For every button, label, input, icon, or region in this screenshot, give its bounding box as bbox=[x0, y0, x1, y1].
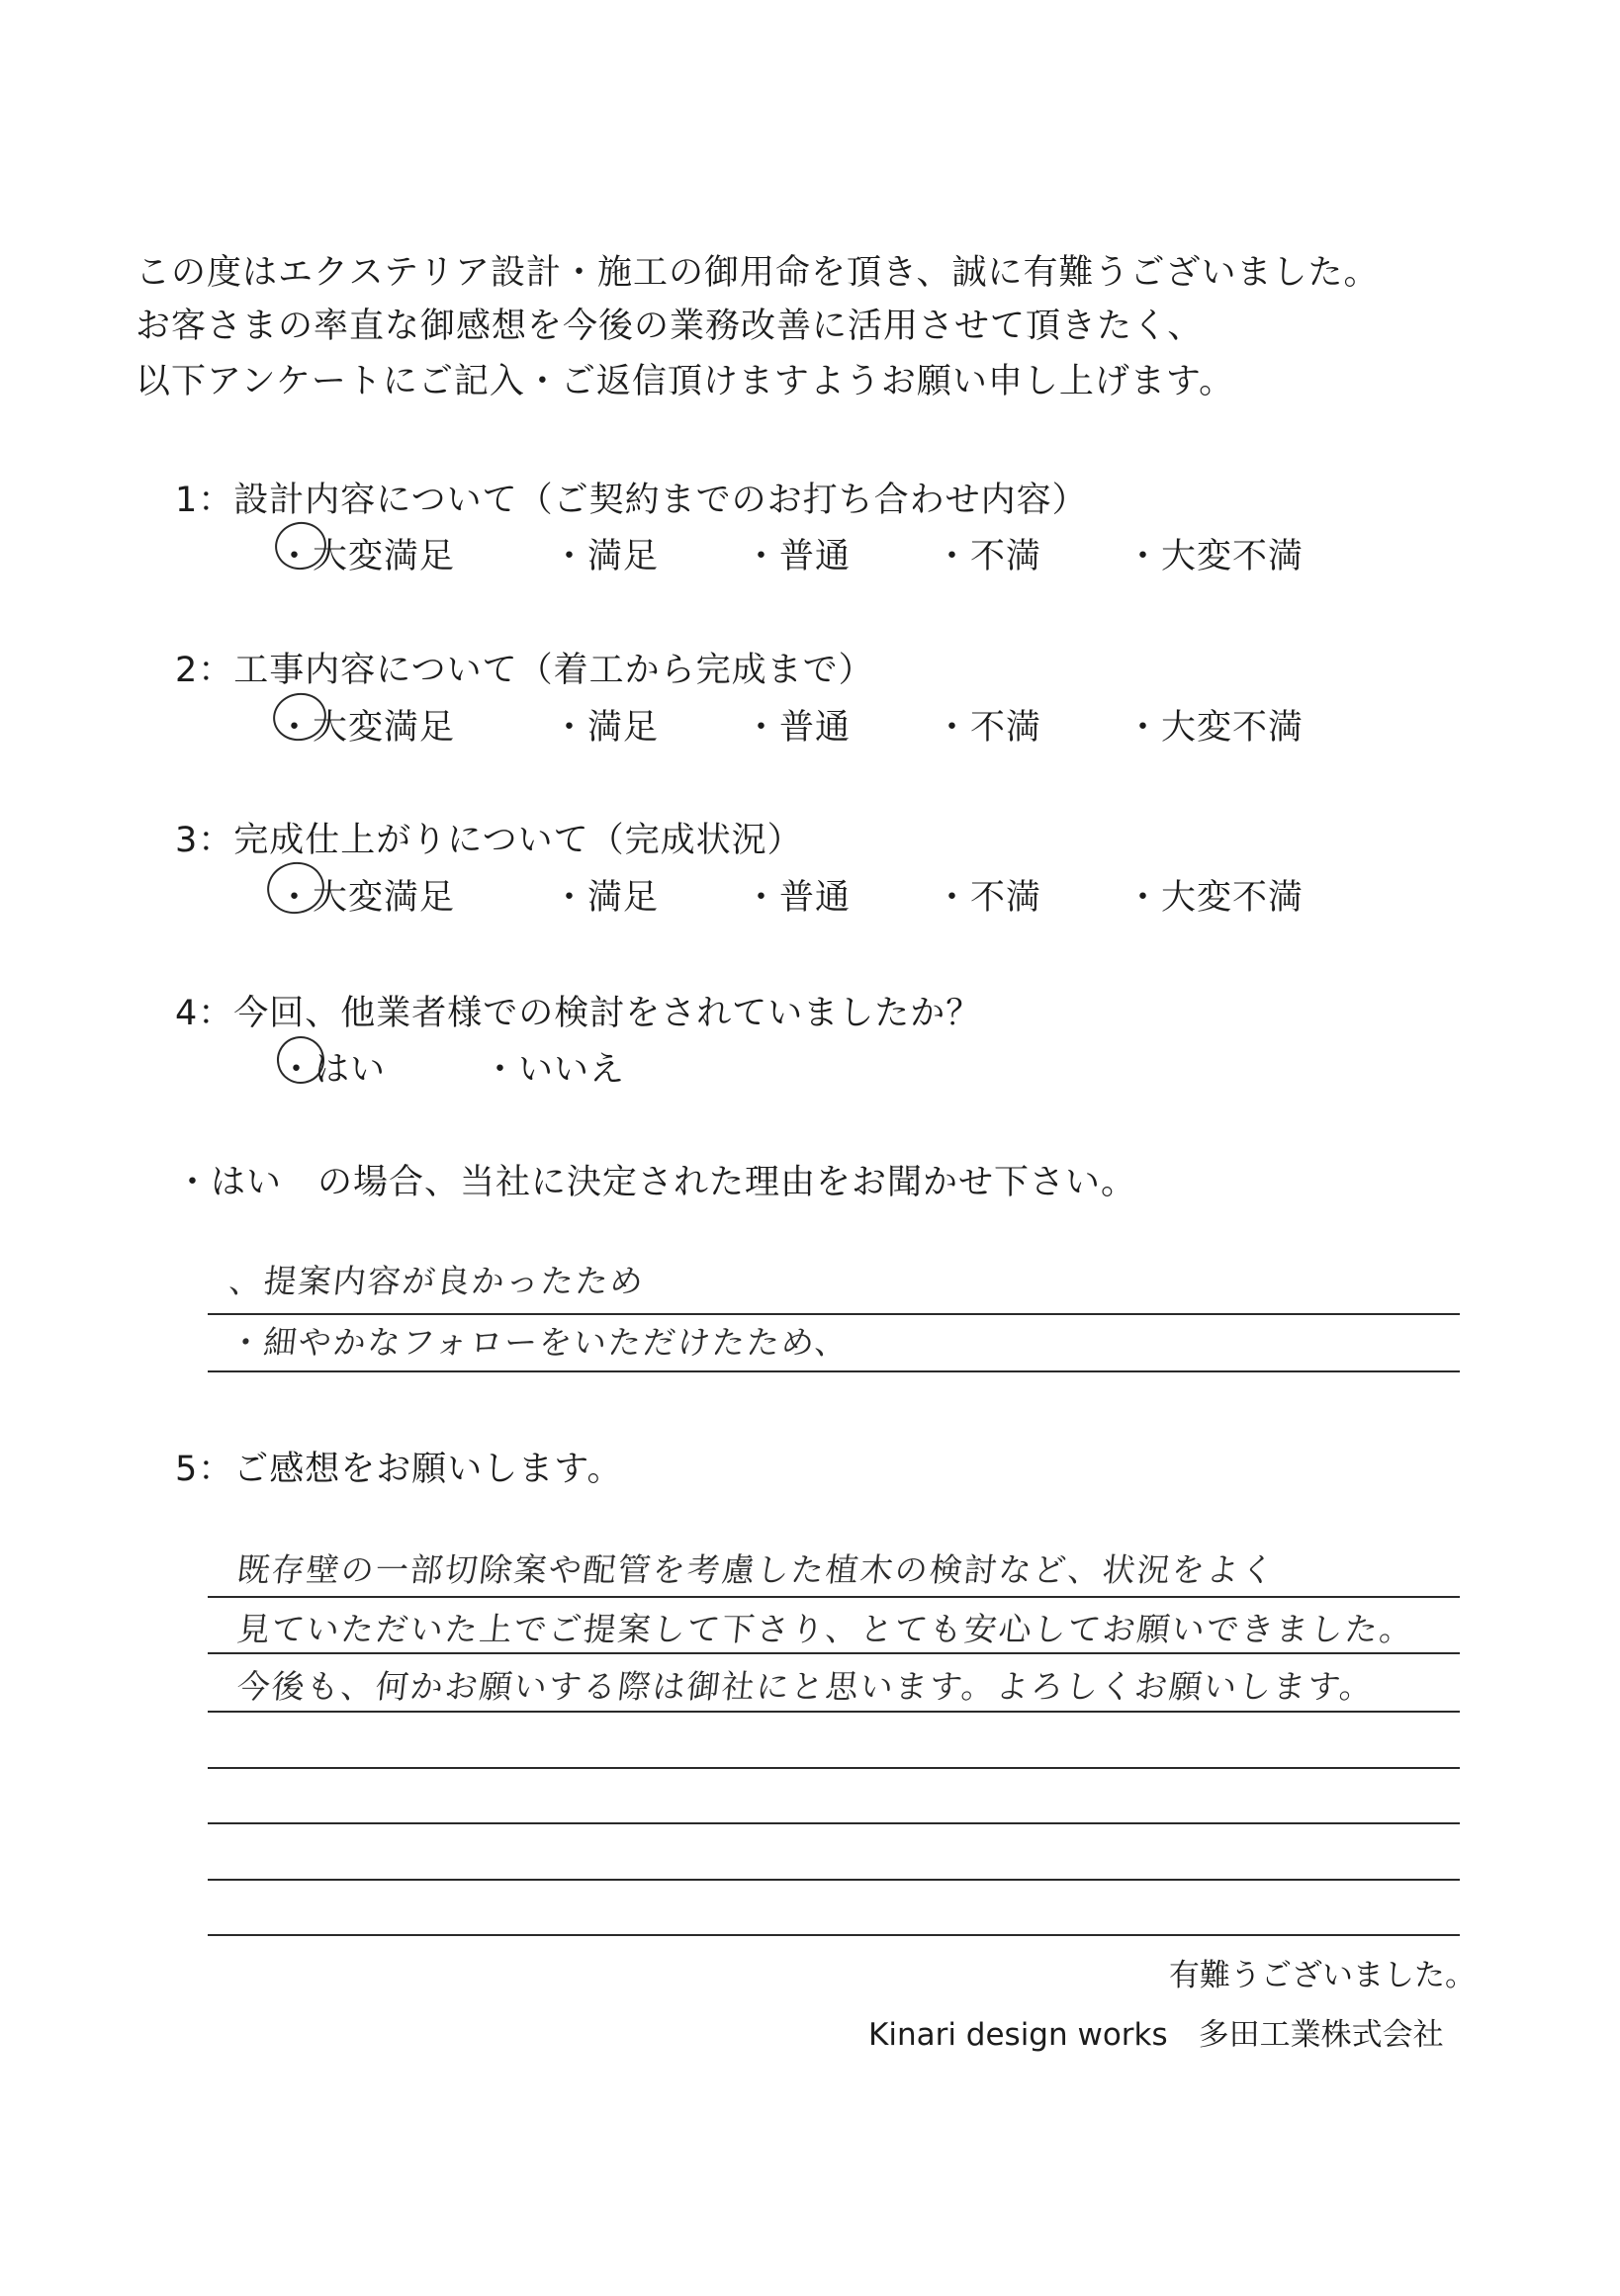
q4-option-yes[interactable]: ・はい bbox=[279, 1050, 387, 1090]
q1-option-dissatisfied[interactable]: ・不満 bbox=[935, 537, 1042, 576]
impression-line-1 bbox=[208, 1596, 1460, 1598]
impression-line-5 bbox=[208, 1822, 1460, 1824]
reason-answer-2[interactable]: ・細やかなフォローをいただけたため、 bbox=[226, 1323, 852, 1362]
q2-option-very-dissatisfied[interactable]: ・大変不満 bbox=[1125, 708, 1305, 748]
company-name: Kinari design works 多田工業株式会社 bbox=[868, 2017, 1444, 2053]
impression-line-7 bbox=[208, 1934, 1460, 1936]
impression-answer-3[interactable]: 今後も、何かお願いする際は御社にと思います。よろしくお願いします。 bbox=[234, 1667, 1377, 1706]
reason-line-2 bbox=[208, 1370, 1460, 1372]
intro-line-1: この度はエクステリア設計・施工の御用命を頂き、誠に有難うございました。 bbox=[135, 253, 1380, 293]
question-2: 2：工事内容について（着工から完成まで） bbox=[175, 651, 874, 690]
question-5: 5：ご感想をお願いします。 bbox=[175, 1450, 623, 1489]
impression-line-2 bbox=[208, 1652, 1460, 1654]
reason-prompt: ・はい の場合、当社に決定された理由をお聞かせ下さい。 bbox=[175, 1163, 1137, 1202]
q2-option-dissatisfied[interactable]: ・不満 bbox=[935, 708, 1042, 748]
q1-option-very-dissatisfied[interactable]: ・大変不満 bbox=[1125, 537, 1305, 576]
impression-line-6 bbox=[208, 1879, 1460, 1881]
q2-option-very-satisfied[interactable]: ・大変満足 bbox=[277, 708, 456, 748]
q3-option-normal[interactable]: ・普通 bbox=[744, 878, 852, 918]
q4-option-no[interactable]: ・いいえ bbox=[483, 1050, 626, 1090]
impression-answer-1[interactable]: 既存壁の一部切除案や配管を考慮した植木の検討など、状況をよく bbox=[234, 1550, 1278, 1589]
q2-option-satisfied[interactable]: ・満足 bbox=[552, 708, 660, 748]
q1-option-very-satisfied[interactable]: ・大変満足 bbox=[277, 537, 456, 576]
reason-line-1 bbox=[208, 1313, 1460, 1315]
reason-answer-1[interactable]: 、提案内容が良かったため bbox=[226, 1262, 647, 1300]
q3-option-very-satisfied[interactable]: ・大変満足 bbox=[277, 878, 456, 918]
q3-option-satisfied[interactable]: ・満足 bbox=[552, 878, 660, 918]
q3-option-dissatisfied[interactable]: ・不満 bbox=[935, 878, 1042, 918]
impression-answer-2[interactable]: 見ていただいた上でご提案して下さり、とても安心してお願いできました。 bbox=[234, 1610, 1416, 1648]
question-3: 3：完成仕上がりについて（完成状況） bbox=[175, 821, 803, 860]
q3-option-very-dissatisfied[interactable]: ・大変不満 bbox=[1125, 878, 1305, 918]
q1-option-normal[interactable]: ・普通 bbox=[744, 537, 852, 576]
question-1: 1：設計内容について（ご契約までのお打ち合わせ内容） bbox=[175, 481, 1088, 520]
q2-option-normal[interactable]: ・普通 bbox=[744, 708, 852, 748]
impression-line-4 bbox=[208, 1767, 1460, 1769]
closing-thanks: 有難うございました。 bbox=[1169, 1958, 1476, 1993]
question-4: 4：今回、他業者様での検討をされていましたか？ bbox=[175, 994, 982, 1033]
q1-option-satisfied[interactable]: ・満足 bbox=[552, 537, 660, 576]
intro-line-2: お客さまの率直な御感想を今後の業務改善に活用させて頂きたく、 bbox=[135, 307, 1204, 346]
impression-line-3 bbox=[208, 1711, 1460, 1713]
intro-line-3: 以下アンケートにご記入・ご返信頂けますようお願い申し上げます。 bbox=[135, 362, 1235, 401]
